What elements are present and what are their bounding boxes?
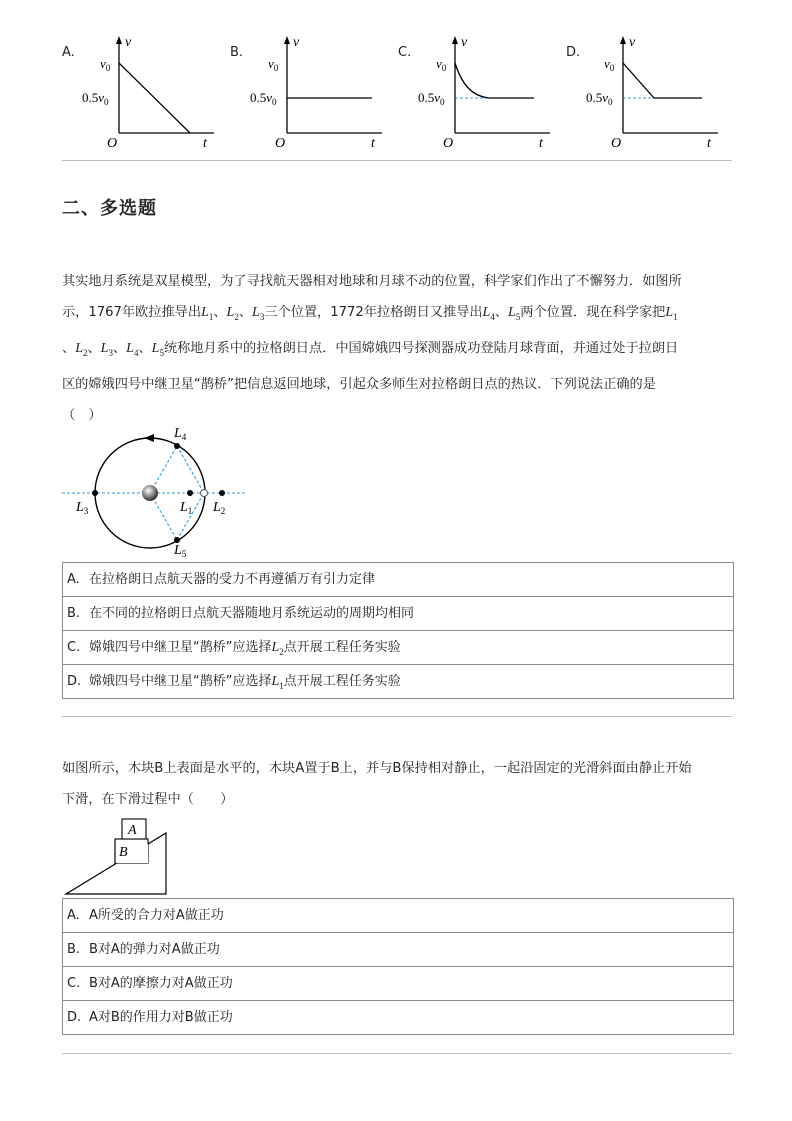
option-d[interactable]: D. A对B的作用力对B做正功 <box>63 1001 733 1035</box>
svg-text:v0: $v_0$ <box>436 56 447 73</box>
incline-diagram <box>62 815 172 897</box>
question-1-text: 其实地月系统是双星模型，为了寻找航天器相对地球和月球不动的位置，科学家们作出了不懈努力．如图所 示，1767年欧拉推导出$L_1$、$L_2$、$L_3$三个位置，1772年拉格朗日又推导出$L_4$、$L_5$两个位置．现在科学家把$L_1$ 、$L_2$、$L_3$、$L_4$、$L_5$统称地月系中的拉格朗日点．中国嫦娥四号探测器成功登陆月球背面，并通过处于拉朗日 区的嫦娥四号中继卫星“鹊桥”把信息返回地球，引起众多师生对拉格朗日点的热议．下列说法正确的是 （ ） <box>62 274 682 423</box>
graph-label-a: A. <box>62 45 75 60</box>
svg-text:v: v <box>629 35 636 50</box>
svg-text:L1: $L_1$ <box>180 500 193 516</box>
svg-text:L5: $L_5$ <box>174 543 187 559</box>
option-d[interactable]: D. 嫦娥四号中继卫星“鹊桥”应选择$L_1$点开展工程任务实验 <box>63 665 733 699</box>
svg-text:0.5v0: $0.5v_0$ <box>418 90 445 107</box>
svg-text:O: O <box>443 136 454 150</box>
earth <box>142 485 158 501</box>
svg-text:v: v <box>461 35 468 50</box>
option-a[interactable]: A. A所受的合力对A做正功 <box>63 899 733 933</box>
graph-a <box>78 30 228 150</box>
graph-b <box>246 30 396 150</box>
graph-c <box>414 30 564 150</box>
origin-label: O <box>107 136 118 150</box>
graph-label-c: C. <box>398 45 412 60</box>
option-c[interactable]: C. B对A的摩擦力对A做正功 <box>63 967 733 1001</box>
line-d <box>623 63 702 98</box>
divider <box>62 716 732 717</box>
option-b[interactable]: B. B对A的弹力对A做正功 <box>63 933 733 967</box>
svg-text:L3: $L_3$ <box>76 500 89 516</box>
option-c[interactable]: C. 嫦娥四号中继卫星“鹊桥”应选择$L_2$点开展工程任务实验 <box>63 631 733 665</box>
question-2-text: 如图所示，木块B上表面是水平的，木块A置于B上，并与B保持相对静止，一起沿固定的光滑斜面由静止开始 下滑，在下滑过程中（ ） <box>62 761 692 807</box>
lagrange-diagram <box>62 425 252 560</box>
svg-text:v: v <box>293 35 300 50</box>
svg-text:v0: $v_0$ <box>268 56 279 73</box>
svg-text:B: B <box>119 845 128 860</box>
svg-text:O: O <box>275 136 286 150</box>
moon <box>201 490 208 497</box>
svg-text:v0: $v_0$ <box>604 56 615 73</box>
svg-text:A: A <box>128 823 137 838</box>
option-a[interactable]: A. 在拉格朗日点航天器的受力不再遵循万有引力定律 <box>63 563 733 597</box>
graph-label-b: B. <box>230 45 244 60</box>
svg-text:v0: $v_0$ <box>100 56 111 73</box>
question-1-options <box>62 562 734 699</box>
svg-text:0.5v0: $0.5v_0$ <box>82 90 109 107</box>
divider <box>62 1053 732 1054</box>
question-2-options <box>62 898 734 1035</box>
svg-text:t: t <box>371 136 375 150</box>
svg-text:t: t <box>707 136 711 150</box>
divider <box>62 160 732 161</box>
curve-c <box>455 63 534 98</box>
section-title: 二、多选题 <box>62 198 157 219</box>
svg-text:L2: $L_2$ <box>213 500 226 516</box>
axis-t-label: t <box>203 136 207 150</box>
svg-text:0.5v0: $0.5v_0$ <box>250 90 277 107</box>
svg-text:L4: $L_4$ <box>174 426 187 442</box>
line-a <box>119 63 190 133</box>
svg-text:t: t <box>539 136 543 150</box>
option-b[interactable]: B. 在不同的拉格朗日点航天器随地月系统运动的周期均相同 <box>63 597 733 631</box>
svg-text:O: O <box>611 136 622 150</box>
svg-text:0.5v0: $0.5v_0$ <box>586 90 613 107</box>
graph-d <box>582 30 732 150</box>
graph-label-d: D. <box>566 45 581 60</box>
axis-v-label: v <box>125 35 132 50</box>
